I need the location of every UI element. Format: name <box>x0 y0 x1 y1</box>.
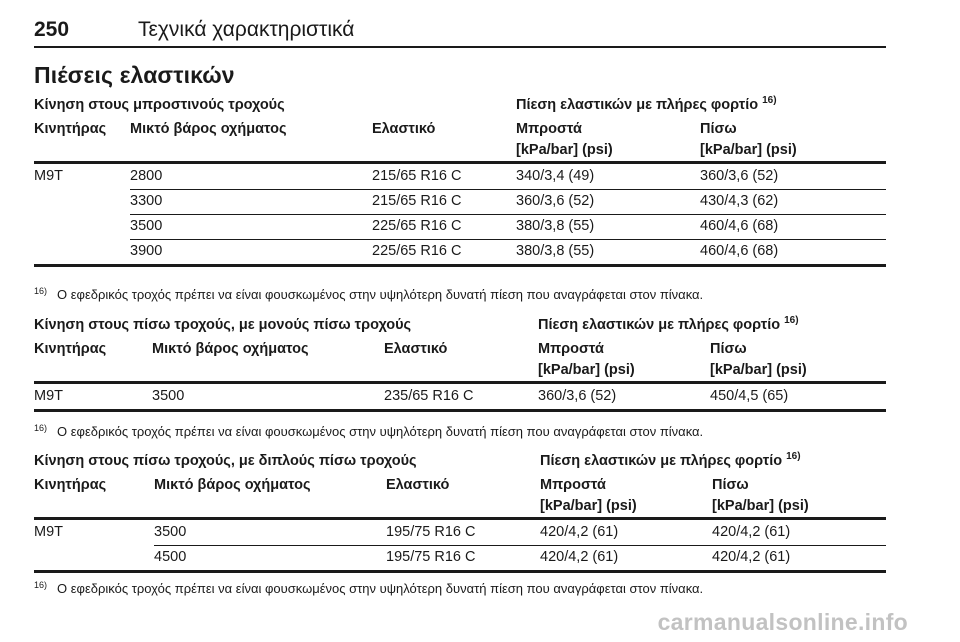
col-rear: Πίσω <box>700 121 737 137</box>
cell-front: 380/3,8 (55) <box>516 243 595 259</box>
table-caption <box>34 453 886 475</box>
drive-type-caption: Κίνηση στους μπροστινούς τροχούς <box>34 97 285 113</box>
watermark: carmanualsonline.info <box>657 609 908 635</box>
table-row <box>34 520 886 545</box>
cell-weight: 3500 <box>152 388 185 404</box>
cell-front: 340/3,4 (49) <box>516 168 595 184</box>
footnote-marker: 16) <box>34 286 48 296</box>
pressure-caption: Πίεση ελαστικών με πλήρες φορτίο $^{16)}$ <box>516 95 777 113</box>
cell-rear: 460/4,6 (68) <box>700 243 779 259</box>
col-front: Μπροστά <box>538 341 604 357</box>
col-front-unit: [kPa/bar] (psi) <box>516 142 613 158</box>
pressure-caption: Πίεση ελαστικών με πλήρες φορτίο $^{16)}$ <box>540 451 801 469</box>
cell-rear: 430/4,3 (62) <box>700 193 779 209</box>
cell-rear: 460/4,6 (68) <box>700 218 779 234</box>
cell-front: 380/3,8 (55) <box>516 218 595 234</box>
col-tyre: Ελαστικό <box>384 341 448 357</box>
cell-front: 420/4,2 (61) <box>540 524 619 540</box>
col-tyre: Ελαστικό <box>372 121 436 137</box>
cell-rear: 420/4,2 (61) <box>712 549 791 565</box>
table-row <box>34 164 886 189</box>
table-header <box>34 475 886 520</box>
table-header <box>34 119 886 164</box>
cell-tyre: 235/65 R16 C <box>384 388 474 404</box>
drive-type-caption: Κίνηση στους πίσω τροχούς, με μονούς πίσω τροχούς <box>34 317 412 333</box>
cell-rear: 450/4,5 (65) <box>710 388 789 404</box>
col-front: Μπροστά <box>516 121 582 137</box>
cell-weight: 3500 <box>130 218 163 234</box>
cell-tyre: 215/65 R16 C <box>372 193 462 209</box>
drive-type-caption: Κίνηση στους πίσω τροχούς, με διπλούς πίσω τροχούς <box>34 453 417 469</box>
footnote-ref: 16) <box>786 451 801 462</box>
col-rear: Πίσω <box>712 477 749 493</box>
chapter-title: Τεχνικά χαρακτηριστικά <box>138 18 355 41</box>
col-rear-unit: [kPa/bar] (psi) <box>700 142 797 158</box>
footnote <box>34 287 703 302</box>
col-front-unit: [kPa/bar] (psi) <box>540 498 637 514</box>
cell-engine: M9T <box>34 524 63 540</box>
footnote <box>34 581 703 596</box>
col-rear-unit: [kPa/bar] (psi) <box>712 498 809 514</box>
table-caption <box>34 317 886 339</box>
col-weight: Μικτό βάρος οχήματος <box>130 121 287 137</box>
cell-weight: 3900 <box>130 243 163 259</box>
page-number: 250 <box>34 18 70 41</box>
table-row <box>34 189 886 214</box>
table-row <box>34 545 886 573</box>
table-caption <box>34 97 886 119</box>
cell-tyre: 215/65 R16 C <box>372 168 462 184</box>
col-engine: Κινητήρας <box>34 477 107 493</box>
table-row <box>34 239 886 267</box>
footnote <box>34 424 703 439</box>
col-weight: Μικτό βάρος οχήματος <box>152 341 309 357</box>
footnote-text: Ο εφεδρικός τροχός πρέπει να είναι φουσκωμένος στην υψηλότερη δυνατή πίεση που αναγράφεται στον πίνακα. <box>57 424 704 439</box>
tyre-pressure-table-fwd <box>34 97 886 267</box>
table-row <box>34 214 886 239</box>
table-row <box>34 384 886 412</box>
col-rear: Πίσω <box>710 341 747 357</box>
cell-weight: 4500 <box>154 549 187 565</box>
footnote-marker: 16) <box>34 423 48 433</box>
footnote-text: Ο εφεδρικός τροχός πρέπει να είναι φουσκωμένος στην υψηλότερη δυνατή πίεση που αναγράφεται στον πίνακα. <box>57 287 704 302</box>
col-engine: Κινητήρας <box>34 341 107 357</box>
cell-weight: 3500 <box>154 524 187 540</box>
col-rear-unit: [kPa/bar] (psi) <box>710 362 807 378</box>
cell-tyre: 225/65 R16 C <box>372 218 462 234</box>
col-weight: Μικτό βάρος οχήματος <box>154 477 311 493</box>
cell-weight: 2800 <box>130 168 163 184</box>
cell-engine: M9T <box>34 168 63 184</box>
col-front: Μπροστά <box>540 477 606 493</box>
tyre-pressure-table-rwd-twin <box>34 453 886 573</box>
col-tyre: Ελαστικό <box>386 477 450 493</box>
cell-front: 360/3,6 (52) <box>538 388 617 404</box>
footnote-text: Ο εφεδρικός τροχός πρέπει να είναι φουσκωμένος στην υψηλότερη δυνατή πίεση που αναγράφεται στον πίνακα. <box>57 581 704 596</box>
cell-front: 360/3,6 (52) <box>516 193 595 209</box>
footnote-marker: 16) <box>34 580 48 590</box>
page-header <box>34 16 886 48</box>
cell-tyre: 195/75 R16 C <box>386 524 476 540</box>
cell-weight: 3300 <box>130 193 163 209</box>
section-title: Πιέσεις ελαστικών <box>34 62 235 88</box>
cell-front: 420/4,2 (61) <box>540 549 619 565</box>
footnote-ref: 16) <box>762 95 777 106</box>
cell-tyre: 225/65 R16 C <box>372 243 462 259</box>
cell-rear: 420/4,2 (61) <box>712 524 791 540</box>
cell-tyre: 195/75 R16 C <box>386 549 476 565</box>
tyre-pressure-table-rwd-single <box>34 317 886 412</box>
table-header <box>34 339 886 384</box>
col-engine: Κινητήρας <box>34 121 107 137</box>
pressure-caption: Πίεση ελαστικών με πλήρες φορτίο $^{16)}$ <box>538 315 799 333</box>
footnote-ref: 16) <box>784 315 799 326</box>
col-front-unit: [kPa/bar] (psi) <box>538 362 635 378</box>
cell-rear: 360/3,6 (52) <box>700 168 779 184</box>
cell-engine: M9T <box>34 388 63 404</box>
